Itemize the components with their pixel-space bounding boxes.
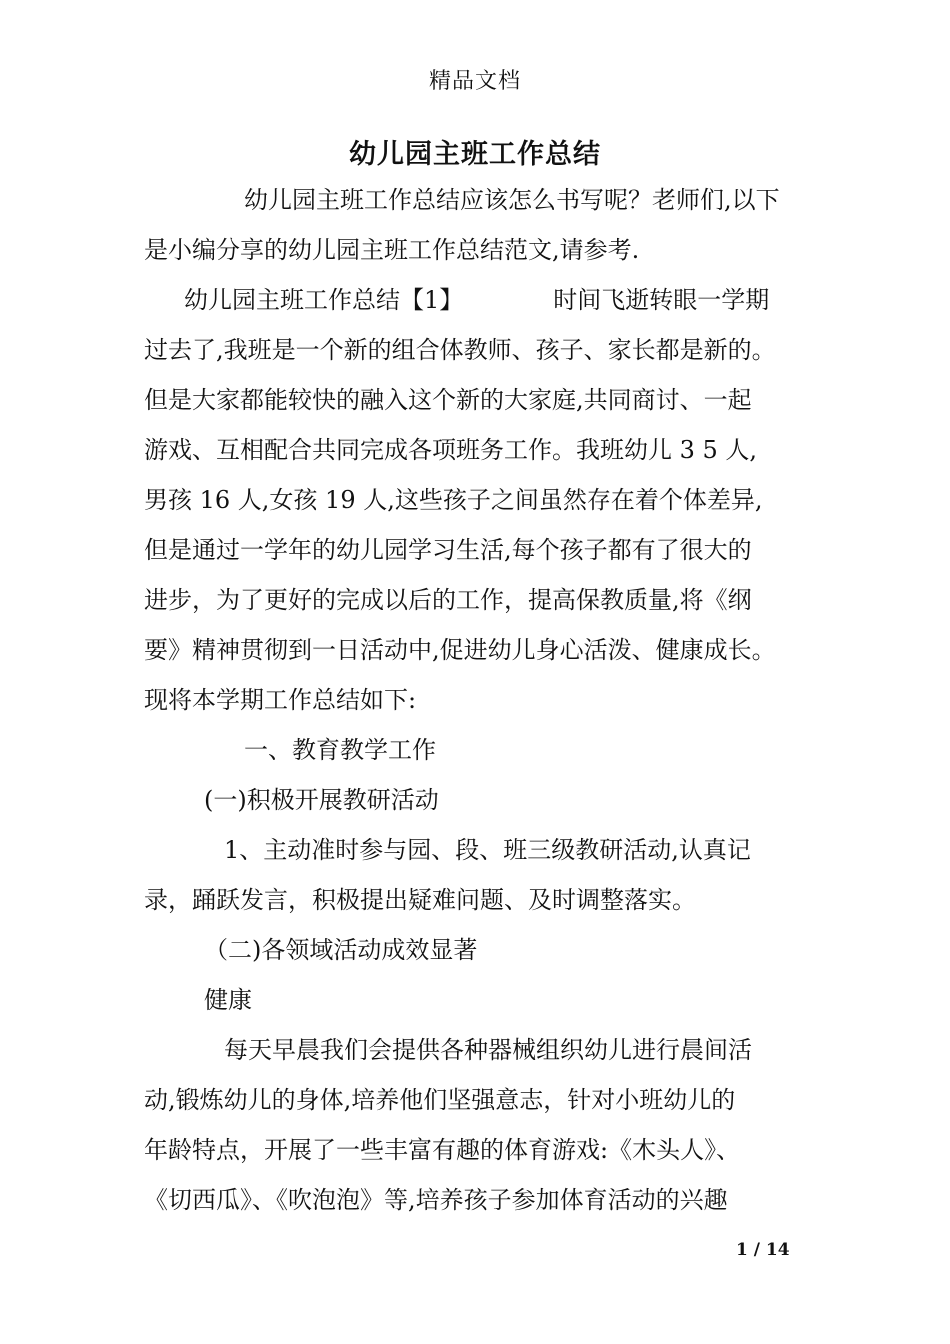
paragraph-line: 年龄特点，开展了一些丰富有趣的体育游戏:《木头人》、 — [144, 1136, 741, 1164]
paragraph-line: 是小编分享的幼儿园主班工作总结范文,请参考. — [144, 236, 640, 264]
section-heading: 幼儿园主班工作总结【1】 — [184, 286, 464, 314]
paragraph-line: 过去了,我班是一个新的组合体教师、孩子、家长都是新的。 — [144, 336, 776, 364]
paragraph-line: 但是通过一学年的幼儿园学习生活,每个孩子都有了很大的 — [144, 536, 752, 564]
paragraph-line: 录，踊跃发言，积极提出疑难问题、及时调整落实。 — [144, 886, 696, 914]
subsection-heading: (一)积极开展教研活动 — [204, 786, 439, 814]
paragraph-text: 时间飞逝转眼一学期 — [553, 286, 770, 314]
paragraph-line: 现将本学期工作总结如下: — [144, 686, 417, 714]
document-body — [144, 180, 824, 1230]
paragraph-line: 男孩 16 人,女孩 19 人,这些孩子之间虽然存在着个体差异, — [144, 486, 763, 514]
paragraph-line: 动,锻炼幼儿的身体,培养他们坚强意志，针对小班幼儿的 — [144, 1086, 736, 1114]
paragraph-line: 游戏、互相配合共同完成各项班务工作。我班幼儿 3 5 人, — [144, 436, 758, 464]
paragraph-line: 每天早晨我们会提供各种器械组织幼儿进行晨间活 — [224, 1036, 752, 1064]
paragraph-line: 1、主动准时参与园、段、班三级教研活动,认真记 — [224, 836, 751, 864]
section-heading: 一、教育教学工作 — [244, 736, 436, 764]
paragraph-line: 进步，为了更好的完成以后的工作，提高保教质量,将《纲 — [144, 586, 752, 614]
paragraph-line: 但是大家都能较快的融入这个新的大家庭,共同商讨、一起 — [144, 386, 752, 414]
paragraph-line: 要》精神贯彻到一日活动中,促进幼儿身心活泼、健康成长。 — [144, 636, 776, 664]
page-number: 1 / 14 — [736, 1240, 790, 1260]
paragraph-line: 幼儿园主班工作总结应该怎么书写呢？老师们,以下 — [244, 186, 780, 214]
document-header: 精品文档 — [428, 69, 521, 94]
document-title: 幼儿园主班工作总结 — [349, 139, 601, 170]
subsection-heading: （二)各领域活动成效显著 — [204, 936, 478, 964]
subsection-label: 健康 — [204, 986, 252, 1014]
paragraph-line — [144, 280, 824, 330]
paragraph-line: 《切西瓜》、《吹泡泡》等,培养孩子参加体育活动的兴趣 — [144, 1186, 728, 1214]
